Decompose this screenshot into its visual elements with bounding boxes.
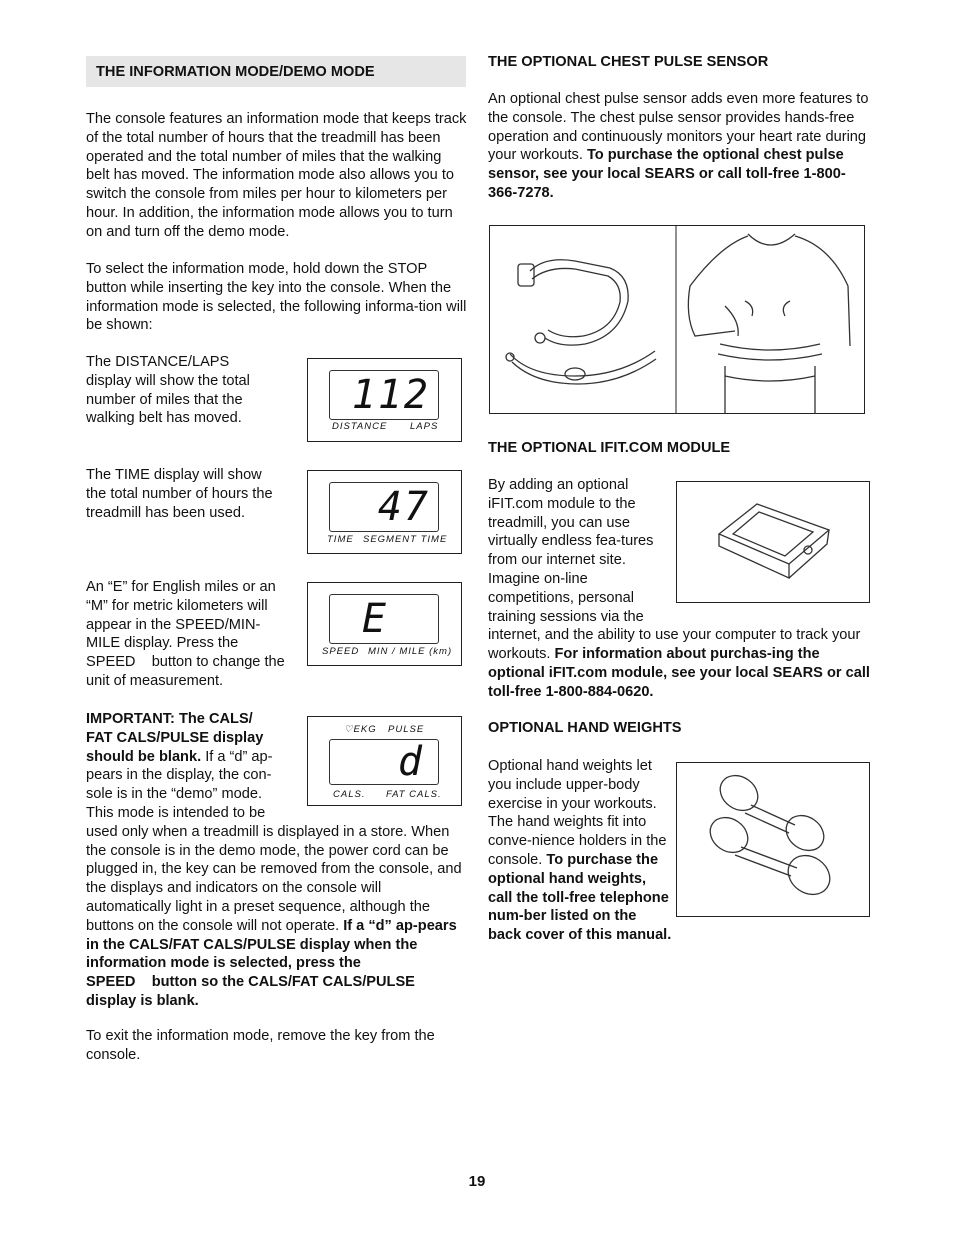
- hand-weights-illustration: [676, 762, 870, 917]
- fat-cals-label: FAT CALS.: [386, 789, 442, 800]
- cals-label: CALS.: [333, 789, 366, 800]
- hand-weights-image: [677, 763, 869, 916]
- info-mode-intro: The console features an information mode that keeps track of the total number of hours that the treadmill has been operated and the total number of miles that the walking belt has moved. The information mode also allows you to switch the console from miles per hour to kilometers per hour. In addition, the information mode allows you to turn on and turn off the demo mode.: [86, 111, 467, 240]
- pulse-label: PULSE: [388, 724, 425, 735]
- info-mode-select-text: To select the information mode, hold down the STOP button while inserting the key into the console. When the information mode is selected, the following informa-tion will be shown:: [86, 261, 467, 334]
- segment-time-label: SEGMENT TIME: [363, 534, 448, 545]
- ifit-paragraph: By adding an optional iFIT.com module to the treadmill, you can use virtually endless fea-tures from our internet site. Imagine on-line competitions, personal training sessions via the internet, and the ability to use your computer to track your workouts. For information about purchas-ing the optional iFIT.com module, see your local SEARS or call toll-free 1-800-884-0620.: [488, 477, 870, 700]
- demo-mode-instruction: If a “d” ap-pears in the CALS/FAT CALS/PULSE display when the information mode is selected, press the SPEED button so the CALS/FAT CALS/PULSE display is blank.: [86, 917, 457, 1009]
- time-display: [307, 470, 462, 554]
- demo-warning-bold: IMPORTANT: The CALS/ FAT CALS/PULSE display should be blank.: [86, 711, 264, 765]
- min-mile-label: MIN / MILE (km): [368, 646, 453, 657]
- cals-digits: d: [397, 739, 424, 785]
- cals-pulse-display: [307, 716, 462, 806]
- hand-weights-purchase: To purchase the optional hand weights, call the toll-free telephone num-ber listed on the back cover of this manual.: [488, 851, 672, 944]
- laps-label: LAPS: [410, 421, 439, 432]
- chest-sensor-heading: THE OPTIONAL CHEST PULSE SENSOR: [488, 54, 769, 70]
- speed-digits: E: [361, 596, 388, 642]
- time-label: TIME: [327, 534, 354, 545]
- ifit-module-illustration: [676, 481, 870, 603]
- distance-digits: 112: [351, 372, 430, 418]
- ifit-heading: THE OPTIONAL IFIT.COM MODULE: [488, 440, 731, 456]
- hand-weights-heading: OPTIONAL HAND WEIGHTS: [488, 720, 682, 736]
- exit-info-mode-text: To exit the information mode, remove the key from the console.: [86, 1028, 435, 1063]
- ekg-label: ♡EKG: [344, 724, 377, 735]
- time-digits: 47: [377, 484, 430, 530]
- speed-description: An “E” for English miles or an “M” for metric kilometers will appear in the SPEED/MIN-MILE display. Press the SPEED button to change the unit of measurement.: [86, 579, 285, 689]
- chest-strap-image: [490, 226, 864, 413]
- hand-weights-paragraph: Optional hand weights let you include upper-body exercise in your workouts. The hand weights fit into conve-nience holders in the console. To purchase the optional hand weights, call the toll-free telephone num-ber listed on the back cover of this manual.: [488, 758, 672, 944]
- speed-display: [307, 582, 462, 666]
- distance-description: The DISTANCE/LAPS display will show the total number of miles that the walking belt has moved.: [86, 354, 250, 427]
- distance-laps-display: [307, 358, 462, 442]
- ifit-module-image: [677, 482, 869, 602]
- info-mode-heading: THE INFORMATION MODE/DEMO MODE: [96, 64, 375, 80]
- speed-label: SPEED: [322, 646, 360, 657]
- distance-label: DISTANCE: [332, 421, 388, 432]
- chest-sensor-paragraph: An optional chest pulse sensor adds even more features to the console. The chest pulse sensor provides hands-free operation and continuously monitors your heart rate during your workouts. To purchase the optional chest pulse sensor, see your local SEARS or call toll-free 1-800-366-7278.: [488, 91, 869, 201]
- demo-mode-text: If a “d” ap-pears in the display, the con-sole is in the “demo” mode. This mode is intended to be used only when a treadmill is displayed in a store. When the console is in the demo mode, the power cord can be plugged in, the key can be removed from the console, and the displays and indicators on the console will automatically light in a preset sequence, although the buttons on the console will not operate.: [86, 748, 462, 934]
- page-number: 19: [468, 1173, 486, 1190]
- chest-sensor-purchase: To purchase the optional chest pulse sensor, see your local SEARS or call toll-free 1-800-366-7278.: [488, 147, 846, 201]
- time-description: The TIME display will show the total number of hours the treadmill has been used.: [86, 467, 273, 521]
- chest-sensor-illustration: [489, 225, 865, 414]
- ifit-purchase: For information about purchas-ing the optional iFIT.com module, see your local SEARS or call toll-free 1-800-884-0620.: [488, 646, 870, 700]
